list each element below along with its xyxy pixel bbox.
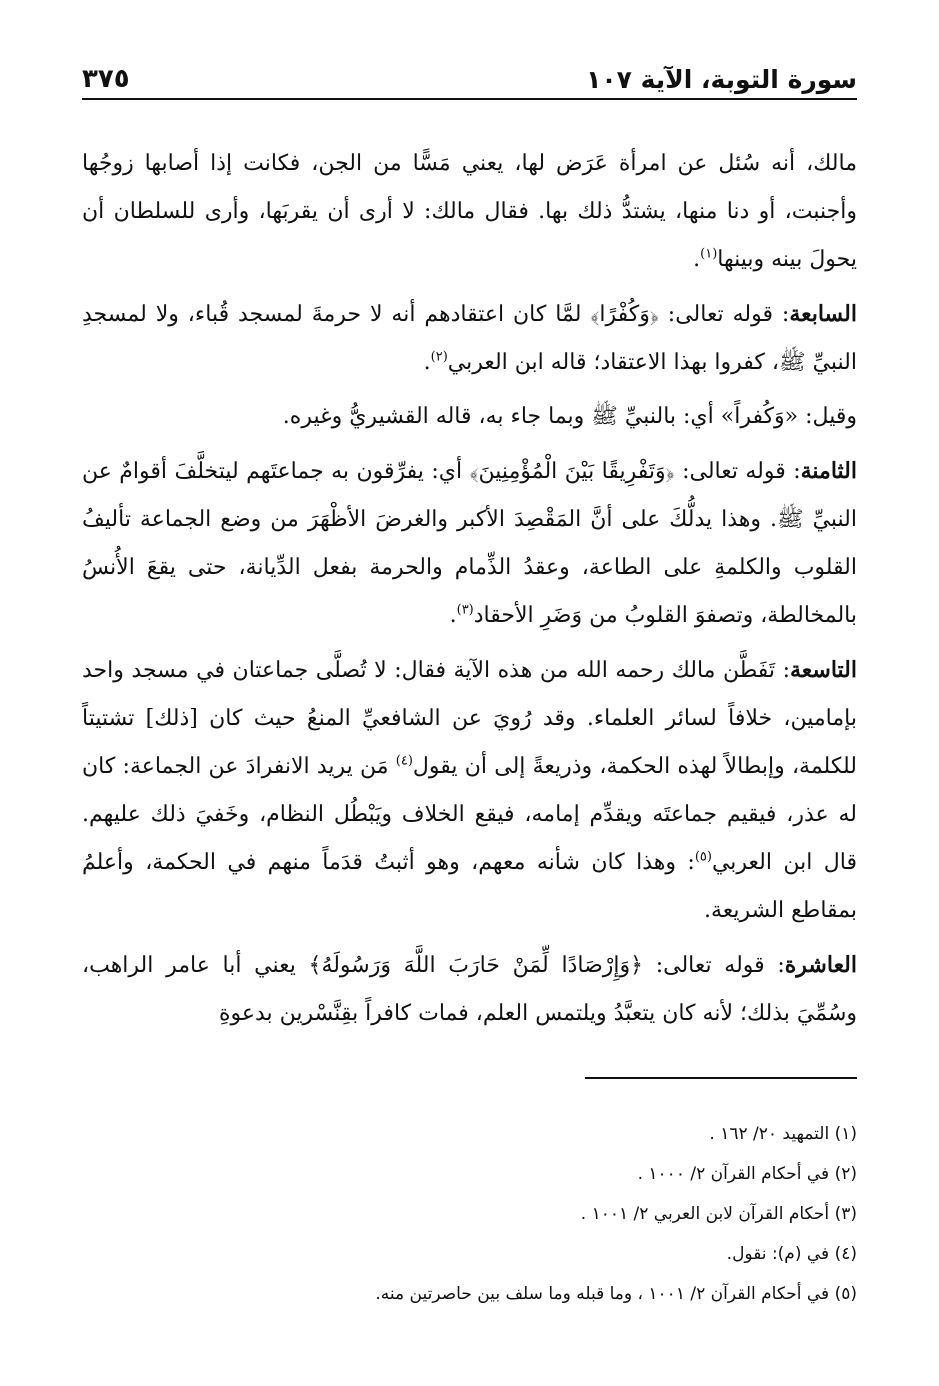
footnote-number: (٤) (834, 1244, 857, 1264)
paragraph-text: مالك، أنه سُئل عن امرأة عَرَض لها، يعني مَسًّا من الجن، فكانت إذا أصابها زوجُها وأجنبت، أو دنا منها، يشتدُّ ذلك بها. فقال مالك: لا أرى أن يقربَها، وأرى للسلطان أن يحولَ بينه وبينها (82, 151, 857, 272)
section-label: التاسعة (790, 657, 857, 683)
footnote-text: أحكام القرآن لابن العربي ٢/ ١٠٠١ . (580, 1204, 830, 1224)
footnote (82, 1154, 857, 1194)
footnote-text: التمهيد ٢٠/ ١٦٢ . (709, 1124, 830, 1144)
footnote-ref: (١) (700, 246, 718, 262)
footnote-text: في أحكام القرآن ٢/ ١٠٠٠ . (637, 1164, 830, 1184)
paragraph (82, 140, 857, 284)
paragraph-text: . (449, 603, 457, 628)
paragraph-text: : قوله تعالى: ﴿وَكُفْرًا﴾ لمَّا كان اعتقادهم أنه لا حرمةَ لمسجد قُباء، ولا لمسجدِ النبيِّ ﷺ، كفروا بهذا الاعتقاد؛ قاله ابن العربي (82, 302, 857, 375)
footnote-text: في (م): نقول. (726, 1244, 830, 1264)
main-text (82, 140, 857, 1044)
paragraph-tenth (82, 941, 857, 1038)
paragraph-text: : وهذا كان شأنه معهم، وهو أثبتُ قدَماً منهم في الحكمة، وأعلمُ بمقاطع الشريعة. (82, 850, 857, 923)
footnote-number: (٣) (834, 1204, 857, 1224)
footnote (82, 1114, 857, 1154)
paragraph-text: : قوله تعالى: ﴿وَإِرْصَادًا لِّمَنْ حَارَبَ اللَّهَ وَرَسُولَهُ﴾ يعني أبا عامر الراهب، وسُمِّيَ بذلك؛ لأنه كان يتعبَّدُ ويلتمس العلم، فمات كافراً بقِنَّسْرين بدعوةِ (82, 953, 857, 1026)
footnotes (82, 1114, 857, 1314)
footnote-ref: (٣) (456, 602, 474, 618)
footnote (82, 1194, 857, 1234)
paragraph-text: : تَفَطَّن مالك رحمه الله من هذه الآية فقال: لا تُصلَّى جماعتان في مسجد واحد بإمامين، خلافاً لسائر العلماء. وقد رُويَ عن الشافعيِّ المنعُ حيث كان [ذلك] تشتيتاً للكلمة، وإبطالاً لهذه الحكمة، وذريعةً إلى أن يقول (82, 658, 857, 779)
footnote (82, 1274, 857, 1314)
footnote-number: (١) (834, 1124, 857, 1144)
paragraph-text: . (423, 350, 431, 375)
footnote-ref: (٤) (395, 753, 413, 769)
section-label: الثامنة (800, 458, 857, 484)
paragraph-text: وقيل: «وَكُفراً» أي: بالنبيِّ ﷺ وبما جاء به، قاله القشيريُّ وغيره. (282, 404, 857, 429)
footnote-number: (٢) (834, 1164, 857, 1184)
paragraph-text: مَن يريد الانفرادَ عن الجماعة: كان له عذر، فيقيم جماعتَه ويقدِّم إمامه، فيقع الخلاف ويَبْطُل النظام، وخَفيَ ذلك عليهم. قال ابن العربي (82, 754, 858, 875)
paragraph-text: . (693, 247, 701, 272)
paragraph-text: : قوله تعالى: ﴿وَتَفْرِيقًا بَيْنَ الْمُؤْمِنِينَ﴾ أي: يفرِّقون به جماعتَهم ليتخلَّفَ أقوامٌ عن النبيِّ ﷺ. وهذا يدلُّكَ على أنَّ المَقْصِدَ الأكبر والغرضَ الأظْهَرَ من وضع الجماعة تأليفُ القلوب والكلمةِ على الطاعة، وعقدُ الذِّمام والحرمة بفعل الدِّيانة، حتى يقعَ الأُنسُ بالمخالطة، وتصفوَ القلوبُ من وَضَرِ الأحقاد (82, 459, 857, 628)
paragraph-seventh (82, 290, 857, 387)
footnote-ref: (٢) (430, 349, 448, 365)
footnote-separator (585, 1077, 857, 1079)
paragraph-ninth (82, 646, 857, 935)
footnote (82, 1234, 857, 1274)
running-title: سورة التوبة، الآية ١٠٧ (586, 65, 857, 94)
footnote-number: (٥) (834, 1284, 857, 1304)
paragraph (82, 393, 857, 441)
footnote-text: في أحكام القرآن ٢/ ١٠٠١ ، وما قبله وما سلف بين حاصرتين منه. (375, 1284, 830, 1304)
section-label: السابعة (789, 301, 857, 327)
page-number: ٣٧٥ (82, 64, 130, 94)
section-label: العاشرة (784, 952, 857, 978)
footnote-ref: (٥) (694, 849, 712, 865)
page-header (82, 58, 857, 100)
paragraph-eighth (82, 447, 857, 640)
